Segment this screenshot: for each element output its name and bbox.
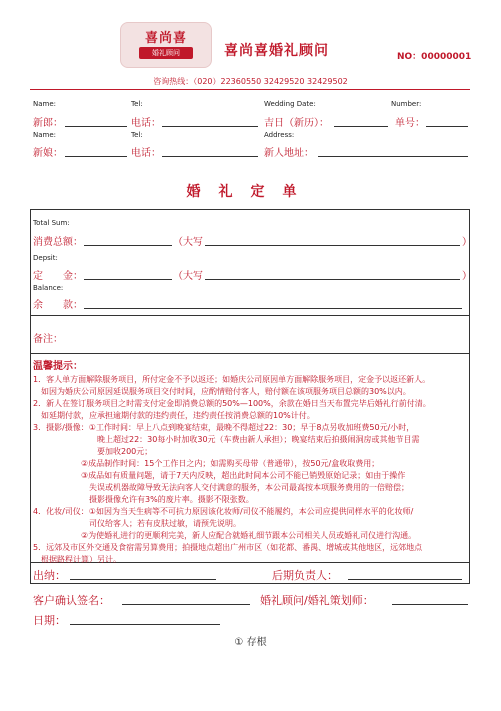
wedding-date-en: Wedding Date: [264,100,316,108]
client-confirm-label: 客户确认签名： [33,594,110,607]
note-line: ③成品如有质量问题，请于7天内反映，超出此时间本公司不能已销毁原始记录；如由于操作 [33,471,406,480]
note-line: 晚上超过22：30每小时加收30元（车费由新人承担）；晚宴结束后拍摄闹洞房或其他节目需 [33,435,420,444]
total-close: ） [462,237,472,248]
total-upper-label: （大写 [173,237,203,248]
address-label: 新人地址： [264,148,314,159]
followup-field[interactable] [348,579,462,580]
deposit-en: Depsit: [33,254,58,262]
logo-subtitle: 婚礼顾问 [139,47,193,59]
balance-field[interactable] [84,308,462,309]
note-line: 根据路程计算）另计。 [33,555,121,564]
remarks-label: 备注： [33,334,63,345]
note-line: ②为使婚礼进行的更顺利完美，新人应配合就婚礼细节跟本公司相关人员或婚礼司仪进行沟通。 [33,531,417,540]
stub-label: ① 存根 [234,637,267,648]
balance-en: Balance: [33,284,64,292]
note-line: 如因为婚庆公司原因延误服务项目交付时间，应酌情赔付客人，赔付额在该项服务项目总额的30%以内。 [33,387,411,396]
note-line: 5．远郊及市区外交通及食宿需另算费用；拍摄地点超出广州市区（如花都、番禺、增城或其他地区，远郊地点 [33,543,423,552]
groom-field[interactable] [65,126,127,127]
groom-label: 新郎： [33,118,63,129]
note-line: 2．新人在签订服务项目之时需支付定金即消费总额的50%—100%，余款在婚日当天布置完毕后婚礼行前付清。 [33,399,431,408]
address-en: Address: [264,131,295,139]
client-signature-field[interactable] [122,604,250,605]
bride-tel-field[interactable] [162,156,258,157]
note-line: 3．摄影/摄像：①工作时间：早上八点到晚宴结束，最晚不得超过22：30；早于8点另收加班费50元/小时， [33,423,415,432]
order-number: NO：00000001 [397,52,472,62]
wedding-date-field[interactable] [334,126,388,127]
address-field[interactable] [318,156,468,157]
date-field[interactable] [70,624,220,625]
remarks-section [30,316,470,354]
note-line: ②成品制作时间：15个工作日之内；如需购买母带（普通带），按50元/盒收取费用； [33,459,380,468]
form-title: 婚礼定单 [186,184,315,200]
number-field[interactable] [426,126,468,127]
deposit-close: ） [462,271,472,282]
bride-field[interactable] [65,156,127,157]
total-upper-field[interactable] [205,245,460,246]
groom-tel-label: 电话： [131,118,161,129]
note-line: 司仪给客人；若有皮肤过敏，请预先说明。 [33,519,241,528]
total-en: Total Sum: [33,219,70,227]
total-label: 消费总额： [33,237,83,248]
payment-section [30,209,470,316]
header-divider [30,89,470,90]
note-line: 失误或机器故障导致无法向客人交付满意的服务，本公司最高按本项服务费用的一倍赔偿； [33,483,409,492]
total-field[interactable] [84,245,172,246]
deposit-label: 定 金： [33,271,83,282]
number-label: 单号： [395,118,425,129]
logo-wordmark: 喜尚喜 [144,31,187,46]
bride-tel-en: Tel: [131,131,143,139]
bride-tel-label: 电话： [131,148,161,159]
number-en: Number: [391,100,422,108]
deposit-upper-label: （大写 [173,271,203,282]
balance-label: 余 款： [33,300,83,311]
dispatch-section [30,563,470,584]
wedding-date-label: 吉日（新历）： [264,118,329,129]
note-line: 4．化妆/司仪：①如因为当天生病等不可抗力原因该化妆师/司仪不能履约，本公司应提供同样水平的化妆师/ [33,507,414,516]
planner-label: 婚礼顾问/婚礼策划师： [260,594,374,607]
bride-label: 新娘： [33,148,63,159]
company-logo [120,22,212,68]
hotline: 咨询热线：（020）22360550 32429520 32429502 [153,77,348,86]
notes-body [33,374,471,566]
note-line: 1．客人单方面解除服务项目，所付定金不予以返还；如婚庆公司原因单方面解除服务项目，定金予以返还新人。 [33,375,431,384]
deposit-upper-field[interactable] [205,279,460,280]
followup-label: 后期负责人： [272,569,338,582]
cashier-field[interactable] [70,579,216,580]
planner-field[interactable] [392,604,468,605]
groom-tel-en: Tel: [131,100,143,108]
bride-name-en: Name: [33,131,57,139]
note-line: 如延期付款，应承担逾期付款的违约责任，违约责任按消费总额的10%计付。 [33,411,315,420]
note-line: 摄影摄像允许有3%的废片率。摄影不限张数。 [33,495,254,504]
company-name: 喜尚喜婚礼顾问 [224,43,329,59]
groom-name-en: Name: [33,100,57,108]
note-line: 要加收200元； [33,447,153,456]
date-label: 日期： [33,614,66,627]
deposit-field[interactable] [84,279,172,280]
notes-title: 温馨提示： [33,361,83,372]
cashier-label: 出纳： [33,569,66,582]
groom-tel-field[interactable] [162,126,258,127]
